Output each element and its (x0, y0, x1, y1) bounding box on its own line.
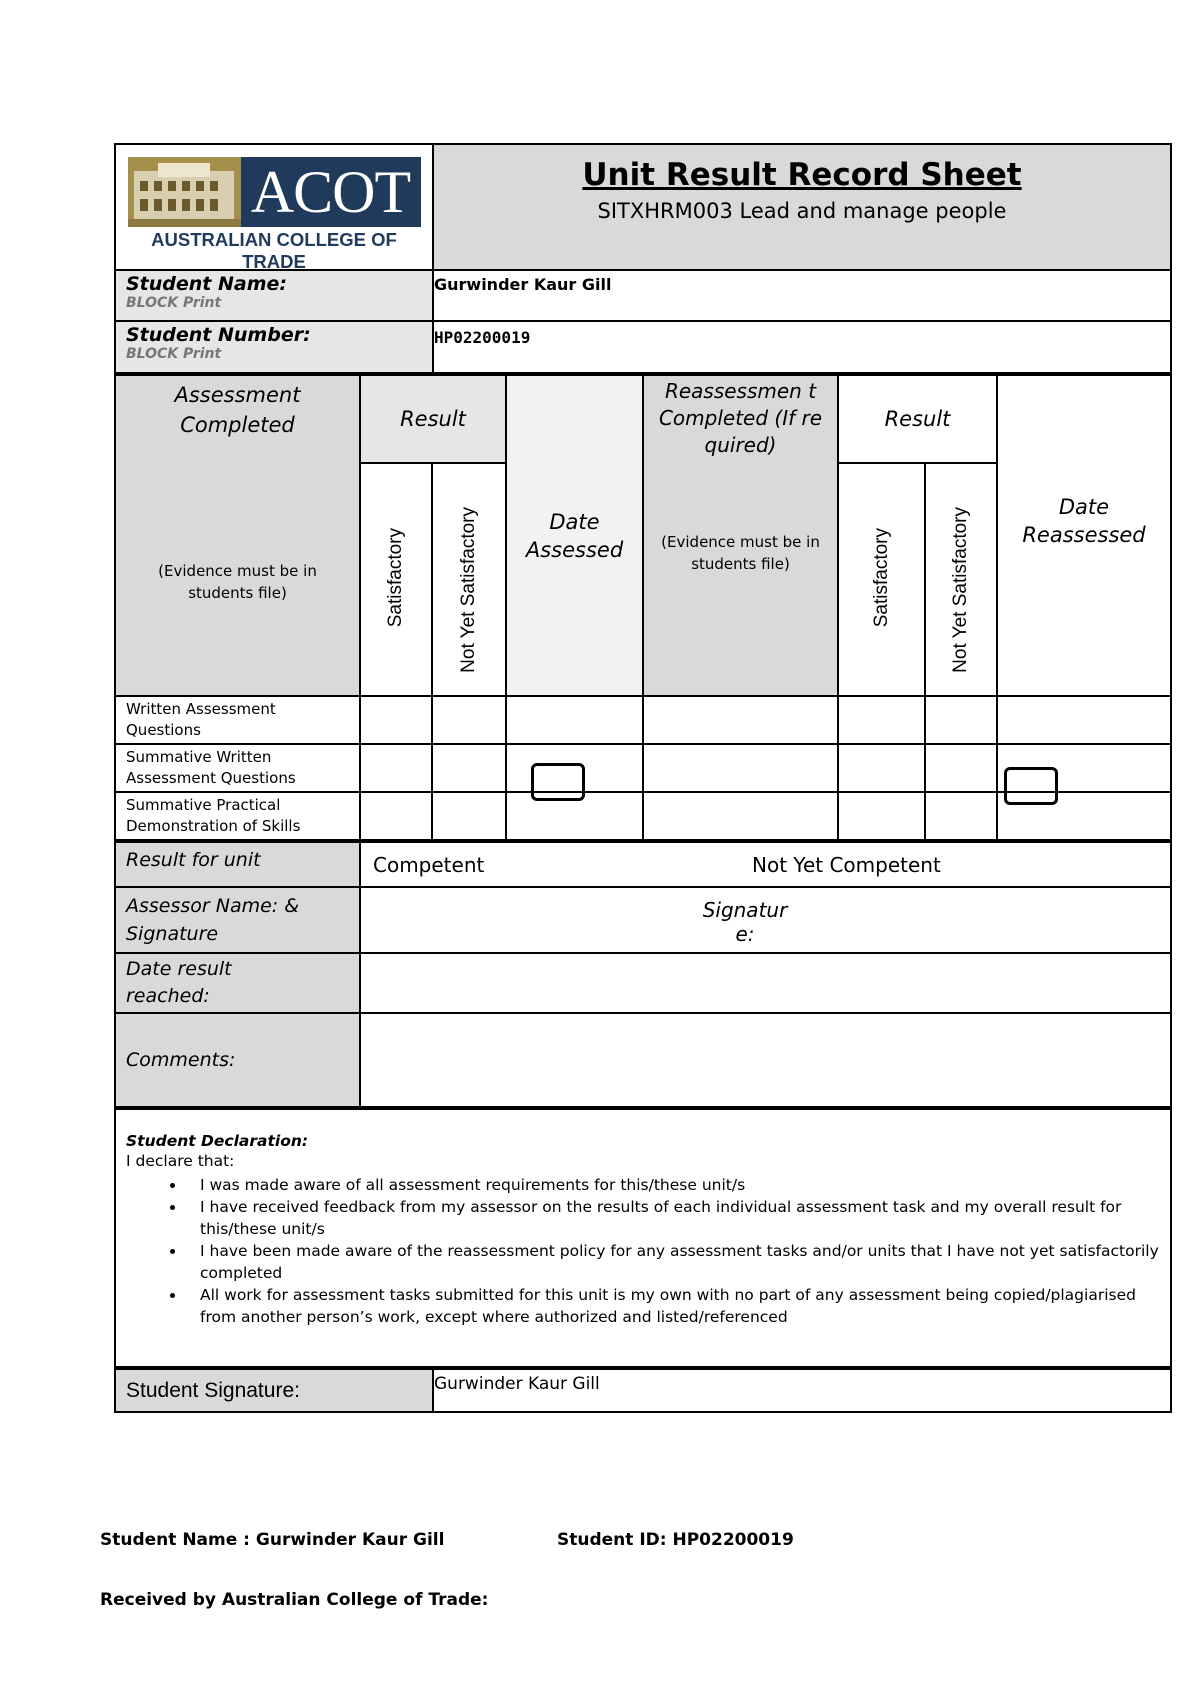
declaration-intro: I declare that: (126, 1152, 235, 1170)
logo-brand: ACOT (241, 157, 421, 227)
satisfactory-label: Satisfactory (385, 527, 406, 628)
student-number-label: Student Number: (126, 324, 311, 346)
header-table (114, 143, 1172, 374)
student-number-value: HP02200019 (434, 328, 531, 347)
row-label-written: Written Assessment Questions (115, 696, 360, 744)
cell-written-not-yet[interactable] (432, 696, 506, 744)
student-name-label-cell (115, 270, 433, 321)
unit-subtitle: SITXHRM003 Lead and manage people (597, 199, 1007, 223)
student-signature-value-cell[interactable] (433, 1369, 1171, 1412)
evidence-note: (Evidence must be in students file) (158, 562, 317, 602)
comments-label-cell (115, 1013, 360, 1107)
assessment-completed-title: Assessment Completed (174, 383, 301, 437)
cell-summative-written-satisfactory[interactable] (360, 744, 432, 792)
date-assessed-header (506, 375, 643, 696)
result-unit-label-cell (115, 842, 360, 887)
cell-written-date-reassessed[interactable] (997, 696, 1171, 744)
declaration-cell (115, 1109, 1171, 1367)
declaration-list (126, 1174, 1160, 1328)
cell-summative-written-reassessment[interactable] (643, 744, 838, 792)
footer-received: Received by Australian College of Trade: (100, 1590, 489, 1610)
declaration-item: • All work for assessment tasks submitted for this unit is my own with no part of any assessment being copied/plagiarised from another person’s work, except where authorized and listed/referenced (186, 1284, 1160, 1328)
cell-summative-written-not-yet[interactable] (432, 744, 506, 792)
student-name-value-cell (433, 270, 1171, 321)
cell-practical-not-yet-2[interactable] (925, 792, 997, 840)
page-title: Unit Result Record Sheet (582, 157, 1022, 193)
student-signature-label-cell (115, 1369, 433, 1412)
student-name-value: Gurwinder Kaur Gill (434, 275, 612, 294)
result-title-2: Result (884, 407, 951, 431)
cell-summative-written-satisfactory-2[interactable] (838, 744, 925, 792)
student-number-hint: BLOCK Print (126, 346, 222, 362)
comments-value[interactable] (360, 1013, 1171, 1107)
result-table (114, 841, 1172, 1108)
student-number-value-cell (433, 321, 1171, 373)
declaration-table (114, 1108, 1172, 1368)
acot-logo (128, 157, 421, 272)
cell-practical-not-yet[interactable] (432, 792, 506, 840)
not-yet-competent-option[interactable]: Not Yet Competent (752, 853, 941, 877)
date-reassessed-title: Date Reassessed (1022, 494, 1146, 547)
result-header (360, 375, 506, 463)
row-label-practical: Summative Practical Demonstration of Skills (115, 792, 360, 840)
competent-option[interactable]: Competent (373, 853, 485, 877)
cell-summative-written-date[interactable] (506, 744, 643, 792)
satisfactory-label-2: Satisfactory (870, 527, 892, 628)
result-unit-label: Result for unit (126, 849, 261, 871)
logo-cell (115, 144, 433, 270)
satisfactory-header-2 (838, 463, 925, 696)
date-result-value[interactable] (360, 953, 1171, 1013)
comments-label: Comments: (126, 1049, 236, 1071)
assessor-signature-label: Signatur e: (702, 898, 788, 946)
declaration-item: • I was made aware of all assessment requirements for this/these unit/s (186, 1174, 1160, 1196)
cell-practical-satisfactory-2[interactable] (838, 792, 925, 840)
cell-practical-satisfactory[interactable] (360, 792, 432, 840)
row-label-summative-written: Summative Written Assessment Questions (115, 744, 360, 792)
satisfactory-header (360, 463, 432, 696)
signature-table (114, 1368, 1172, 1413)
cell-summative-written-date-reassessed[interactable] (997, 744, 1171, 792)
footer-student-id: Student ID: HP02200019 (557, 1530, 794, 1550)
result-unit-options (360, 842, 1171, 887)
cell-written-not-yet-2[interactable] (925, 696, 997, 744)
declaration-title: Student Declaration: (126, 1132, 309, 1150)
assessment-completed-header (115, 375, 360, 696)
date-reassessed-header (997, 375, 1171, 696)
result-record-sheet (114, 143, 1172, 1413)
not-yet-satisfactory-header (432, 463, 506, 696)
reassessment-completed-header (643, 375, 838, 696)
declaration-item: • I have received feedback from my assessor on the results of each individual assessment task and my overall result for this/these unit/s (186, 1196, 1160, 1240)
student-signature-value: Gurwinder Kaur Gill (434, 1374, 600, 1394)
not-yet-satisfactory-header-2 (925, 463, 997, 696)
cell-written-satisfactory[interactable] (360, 696, 432, 744)
result-header-2 (838, 375, 997, 463)
cell-written-date[interactable] (506, 696, 643, 744)
not-yet-satisfactory-label-2: Not Yet Satisfactory (950, 507, 971, 673)
student-signature-label: Student Signature: (126, 1378, 300, 1402)
assessor-signature-cell[interactable] (360, 887, 1171, 953)
checkbox-icon[interactable] (1004, 767, 1058, 805)
assessor-label-cell (115, 887, 360, 953)
assessment-grid (114, 374, 1172, 841)
evidence-note-2: (Evidence must be in students file) (661, 533, 820, 573)
student-name-hint: BLOCK Print (126, 295, 222, 311)
assessor-label: Assessor Name: & Signature (126, 895, 300, 945)
result-title: Result (400, 407, 466, 431)
date-result-label: Date result reached: (126, 958, 232, 1007)
cell-written-reassessment[interactable] (643, 696, 838, 744)
reassessment-completed-title: Reassessmen t Completed (If required) (658, 379, 823, 457)
date-result-label-cell (115, 953, 360, 1013)
cell-summative-written-not-yet-2[interactable] (925, 744, 997, 792)
date-assessed-title: Date Assessed (525, 509, 624, 562)
building-image (128, 157, 241, 227)
cell-written-satisfactory-2[interactable] (838, 696, 925, 744)
cell-practical-reassessment[interactable] (643, 792, 838, 840)
title-cell (433, 144, 1171, 270)
footer-student-name: Student Name : Gurwinder Kaur Gill (100, 1530, 445, 1550)
declaration-item: • I have been made aware of the reassessment policy for any assessment tasks and/or units that I have not yet satisfactorily completed (186, 1240, 1160, 1284)
student-number-label-cell (115, 321, 433, 373)
checkbox-icon[interactable] (531, 763, 585, 801)
student-name-label: Student Name: (126, 273, 288, 295)
logo-tagline: AUSTRALIAN COLLEGE OF TRADE (151, 229, 397, 272)
not-yet-satisfactory-label: Not Yet Satisfactory (458, 507, 479, 673)
